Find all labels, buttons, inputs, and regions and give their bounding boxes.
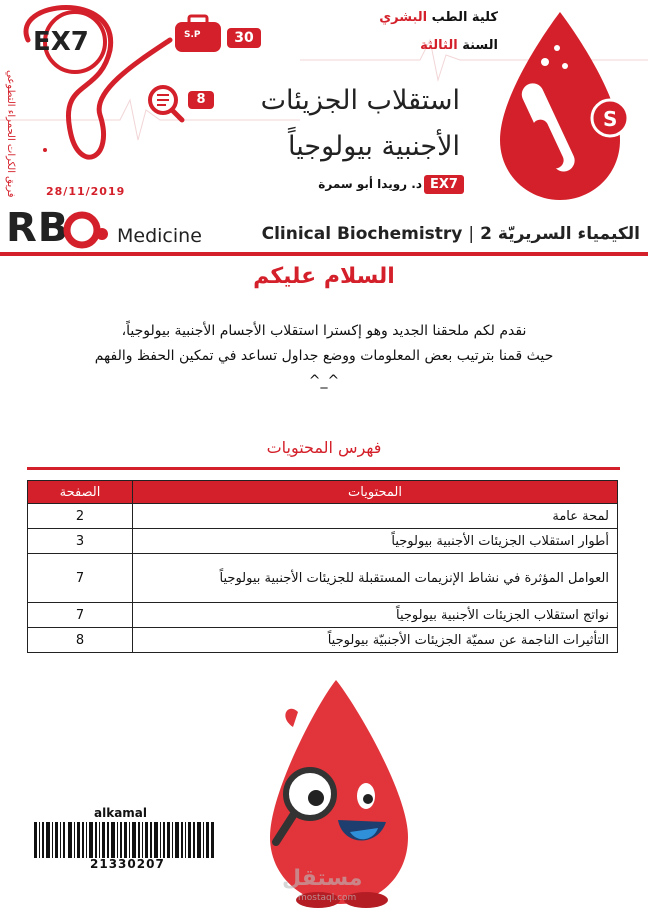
toc-header-row bbox=[28, 481, 618, 504]
document-magnifier-icon bbox=[150, 87, 182, 120]
toc-col-page: الصفحة bbox=[28, 481, 133, 504]
faculty-label bbox=[379, 10, 498, 25]
page-title-line2: الأجنبية بيولوجياً bbox=[288, 131, 460, 162]
year-label bbox=[420, 38, 498, 53]
toc-row-title: أطوار استقلاب الجزيئات الأجنبية بيولوجياً bbox=[133, 529, 618, 554]
intro-line-1: نقدم لكم ملحقنا الجديد وهو إكسترا استقلاب الأجسام الأجنبية بيولوجياً، bbox=[121, 323, 527, 339]
toc-row-page: 7 bbox=[28, 554, 133, 603]
table-row bbox=[28, 504, 618, 529]
toc-table bbox=[27, 480, 618, 653]
rb-logo-text: RB bbox=[6, 205, 70, 251]
header-divider bbox=[0, 252, 648, 256]
toc-row-page: 3 bbox=[28, 529, 133, 554]
toc-row-page: 2 bbox=[28, 504, 133, 529]
toc-row-page: 8 bbox=[28, 628, 133, 653]
toc-heading: فهرس المحتويات bbox=[266, 438, 382, 457]
blood-drop-test-tube-icon bbox=[500, 12, 628, 200]
watermark-text: مستقل bbox=[282, 866, 363, 891]
intro-line-2: حيث قمنا بترتيب بعض المعلومات ووضع جداول تساعد في تمكين الحفظ والفهم bbox=[94, 348, 554, 364]
toc-col-contents: المحتويات bbox=[133, 481, 618, 504]
course-title bbox=[262, 224, 640, 244]
ex7-logo-text: EX7 bbox=[33, 27, 89, 57]
barcode-icon bbox=[34, 822, 214, 858]
sp-label: S.P bbox=[184, 30, 201, 40]
svg-text:S: S bbox=[603, 107, 618, 131]
toc-row-page: 7 bbox=[28, 603, 133, 628]
date-label: 28/11/2019 bbox=[46, 185, 126, 198]
table-row bbox=[28, 554, 618, 603]
watermark-subtext: mostaql.com bbox=[298, 893, 357, 903]
sp-count-badge: 30 bbox=[227, 28, 261, 48]
page-title-line1: استقلاب الجزيئات bbox=[260, 85, 460, 116]
year-prefix: السنة bbox=[462, 38, 498, 53]
doctor-name: د. رويدا أبو سمرة bbox=[318, 177, 422, 191]
toc-row-title: التأثيرات الناجمة عن سميّة الجزيئات الأجنبيّة بيولوجياً bbox=[133, 628, 618, 653]
toc-row-title: لمحة عامة bbox=[133, 504, 618, 529]
table-row bbox=[28, 628, 618, 653]
course-separator: | bbox=[468, 224, 475, 244]
intro-line-3: ^_^ bbox=[308, 373, 340, 389]
intro-paragraph bbox=[30, 319, 618, 394]
toc-row-title: نواتج استقلاب الجزيئات الأجنبية بيولوجياً bbox=[133, 603, 618, 628]
year-highlight: الثالثة bbox=[420, 38, 458, 53]
course-english: Clinical Biochemistry bbox=[261, 224, 463, 244]
barcode-number: 21330207 bbox=[90, 857, 165, 871]
table-row bbox=[28, 529, 618, 554]
course-arabic: الكيمياء السريريّة 2 bbox=[480, 224, 640, 244]
faculty-prefix: كلية الطب bbox=[431, 10, 498, 25]
ex7-badge: EX7 bbox=[424, 175, 464, 194]
team-vertical-text: فريق الكرات الحمراء التطوعي bbox=[5, 70, 16, 198]
barcode-label: alkamal bbox=[94, 806, 148, 820]
table-row bbox=[28, 603, 618, 628]
questions-count-badge: 8 bbox=[188, 91, 214, 109]
drop-logo-icon bbox=[62, 210, 112, 250]
toc-row-title: العوامل المؤثرة في نشاط الإنزيمات المستقبلة للجزيئات الأجنبية بيولوجياً bbox=[133, 554, 618, 603]
medicine-label: Medicine bbox=[117, 225, 202, 247]
greeting-heading: السلام عليكم bbox=[253, 264, 395, 289]
faculty-highlight: البشري bbox=[379, 10, 428, 25]
toc-divider bbox=[27, 467, 620, 470]
